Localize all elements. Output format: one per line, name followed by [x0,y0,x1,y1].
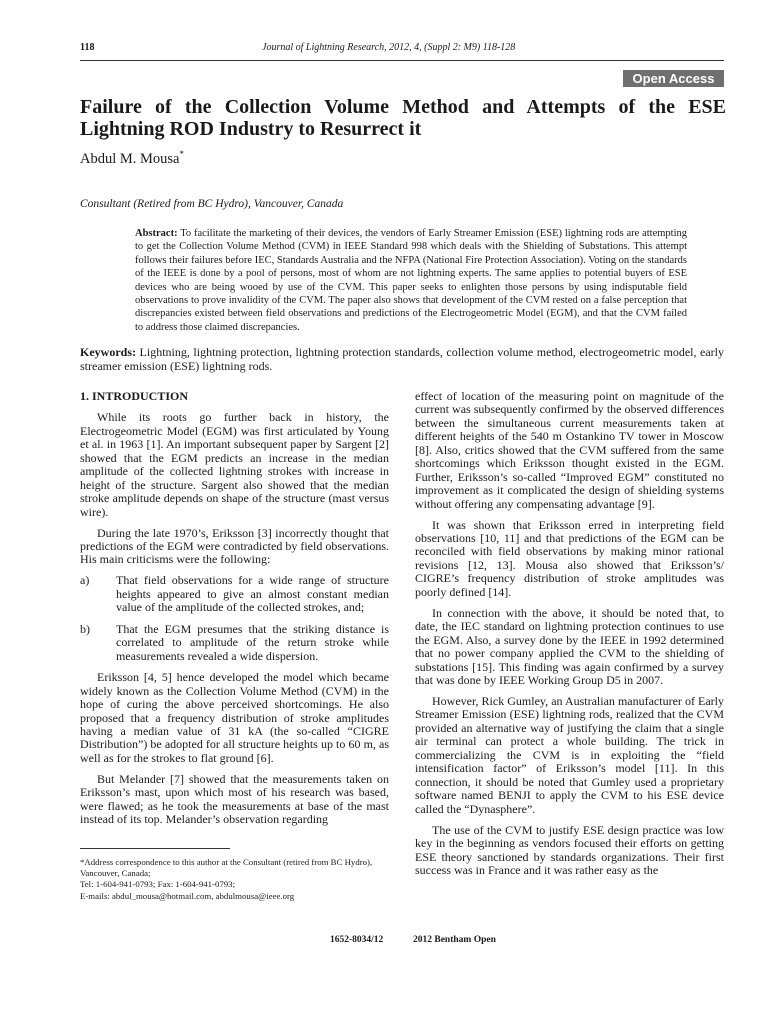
footnote-address: *Address correspondence to this author at the Consultant (retired from BC Hydro), Vancouver, Canada; [80,857,373,879]
paragraph: The use of the CVM to justify ESE design practice was low key in the beginning as vendors focused their efforts on getting ESE theory sanctioned by standards organizations. Their first success was in France and it was rather easy as the [415,822,724,877]
footnote-rule [80,848,230,849]
issn: 1652-8034/12 [330,935,384,945]
paragraph: During the late 1970’s, Eriksson [3] incorrectly thought that predictions of the EGM were contradicted by field observations. His main criticisms were the following: [80,525,389,567]
footnote [80,857,390,902]
paragraph: While its roots go further back in history, the Electrogeometric Model (EGM) was first articulated by Young et al. in 1963 [1]. An important subsequent paper by Sargent [2] showed that the EGM predicts an increase in the median amplitude of the collected lightning strokes with increase in height of the structure. Sargent also showed that the median stroke amplitude depends on shape of the structure (mast versus wire). [80,410,389,519]
open-access-badge: Open Access [623,70,724,87]
abstract [135,227,687,334]
journal-reference: Journal of Lightning Research, 2012, 4, (Suppl 2: M9) 118-128 [262,42,516,53]
list-item [80,574,389,614]
list-item [80,623,389,663]
list-marker: a) [80,573,90,588]
article-title: Failure of the Collection Volume Method and Attempts of the ESE Lightning ROD Industry to Resurrect it [80,96,726,140]
publisher-copyright: 2012 Bentham Open [413,935,496,945]
list-text: That the EGM presumes that the striking distance is correlated to amplitude of the return stroke while measurements revealed a wide dispersion. [116,621,389,663]
keywords [80,346,724,373]
section-heading: 1. INTRODUCTION [80,390,189,403]
right-column [415,390,724,916]
header-rule [80,60,724,61]
author-name: Abdul M. Mousa [80,150,180,167]
paragraph: It was shown that Eriksson erred in interpreting field observations [10, 11] and that predictions of the EGM can be reconciled with field observations by making minor rational revisions [12, 13]. Mousa also showed that Eriksson’s/ CIGRE’s frequency distribution of stroke amplitudes was poorly defined [14]. [415,517,724,599]
paragraph: In connection with the above, it should be noted that, to date, the IEC standard on lightning protection continues to use the EGM. Also, a survey done by the IEEE in 1992 determined that no power company applied the CVM to the shielding of substations [15]. This finding was again confirmed by a survey that was done by IEEE Working Group D5 in 2007. [415,605,724,688]
left-column [80,390,389,830]
paragraph: effect of location of the measuring point on magnitude of the current was subsequently confirmed by the observed differences between the simultaneous current measurements taken at different heights of the 540 m Ostankino TV tower in Moscow [8]. Also, critics showed that the CVM suffered from the same shortcomings which Eriksson thought existed in the EGM. Further, Eriksson’s so-called “Improved EGM” constituted no improvement as it complicated the design of shielding systems without offering any compensating advantage [9]. [415,390,724,511]
keywords-label: Keywords: [80,345,136,359]
list-text: That field observations for a wide range of structure heights appeared to give an almost constant median value of the amplitude of the collected strokes, and; [116,573,389,615]
page-number: 118 [80,42,95,53]
list-marker: b) [80,621,90,636]
author-line [80,149,184,168]
paragraph: But Melander [7] showed that the measurements taken on Eriksson’s mast, upon which most of his research was based, were flawed; as he took the measurements at base of the mast instead of its top. Melander’s observation regarding [80,771,389,827]
paragraph: Eriksson [4, 5] hence developed the model which became widely known as the Collection Volume Method (CVM) in the hope of curing the above perceived shortcomings. He also proposed that a frequency distribution of stroke amplitudes having a median value of 31 kA (the so-called “CIGRE Distribution”) be adopted for all structure heights up to 60 m, as well as for the strokes to flat ground [6]. [80,670,389,765]
footnote-phone: Tel: 1-604-941-0793; Fax: 1-604-941-0793; [80,879,236,890]
paragraph: However, Rick Gumley, an Australian manufacturer of Early Streamer Emission (ESE) lightning rods, realized that the CVM provided an alternative way of justifying the claim that a single air terminal can protect a whole building. The trick in commercializing the CVM is in exploiting the “field intensification factor” of Eriksson’s model [11]. In this connection, it should be noted that Gumley used a proprietary software named BENJI to apply the CVM to his ESE device called the “Dynasphere”. [415,694,724,816]
footnote-email: E-mails: abdul_mousa@hotmail.com, abdulmousa@ieee.org [80,890,295,901]
author-footnote-mark: * [179,149,184,159]
keywords-text: Lightning, lightning protection, lightning protection standards, collection volume method, electrogeometric model, early streamer emission (ESE) lightning rods. [80,345,725,373]
abstract-label: Abstract: [135,228,178,239]
affiliation: Consultant (Retired from BC Hydro), Vancouver, Canada [80,198,344,210]
abstract-text: To facilitate the marketing of their devices, the vendors of Early Streamer Emission (ESE) lightning rods are attempting to get the Collection Volume Method (CVM) in IEEE Standard 998 which deals with the Shielding of Substations. This attempt follows their failures before IEC, Standards Australia and the NFPA (National Fire Protection Association). Voting on the standards of the IEEE is done by a pool of persons, most of whom are not lightning experts. The same applies to potential buyers of ESE devices who are being wooed by use of the CVM. This paper seeks to enlighten those persons by using indisputable field observations to prove invalidity of the CVM. The paper also shows that development of the CVM rested on a false perception that discrepancies existed between field observations and predictions of the Electrogeometric Model (EGM), and that the CVM failed to address those claimed discrepancies. [135,228,688,333]
